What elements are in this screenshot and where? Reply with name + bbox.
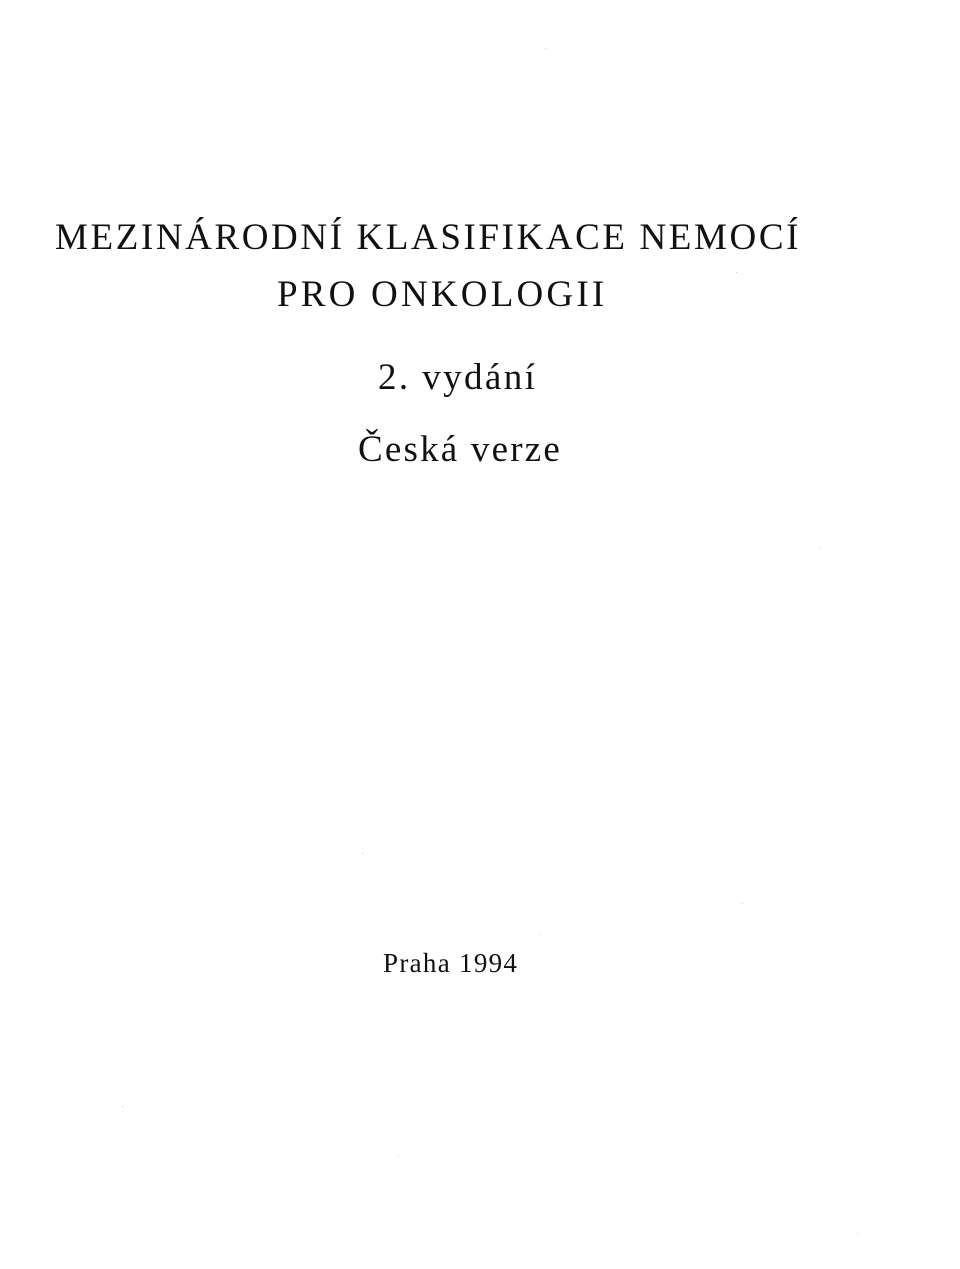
scan-speck bbox=[398, 1156, 399, 1157]
title-line-2: PRO ONKOLOGII bbox=[277, 274, 608, 315]
scan-speck bbox=[362, 853, 363, 854]
scan-speck bbox=[736, 272, 737, 273]
edition-label: 2. vydání bbox=[378, 357, 538, 398]
version-label: Česká verze bbox=[358, 429, 562, 470]
scan-speck bbox=[545, 48, 546, 49]
scan-speck bbox=[742, 903, 743, 904]
scan-speck bbox=[540, 934, 541, 935]
title-line-1: MEZINÁRODNÍ KLASIFIKACE NEMOCÍ bbox=[55, 217, 802, 258]
scan-speck bbox=[820, 548, 821, 549]
scan-speck bbox=[857, 1233, 858, 1234]
place-year: Praha 1994 bbox=[383, 948, 519, 978]
scan-speck bbox=[122, 1106, 123, 1107]
